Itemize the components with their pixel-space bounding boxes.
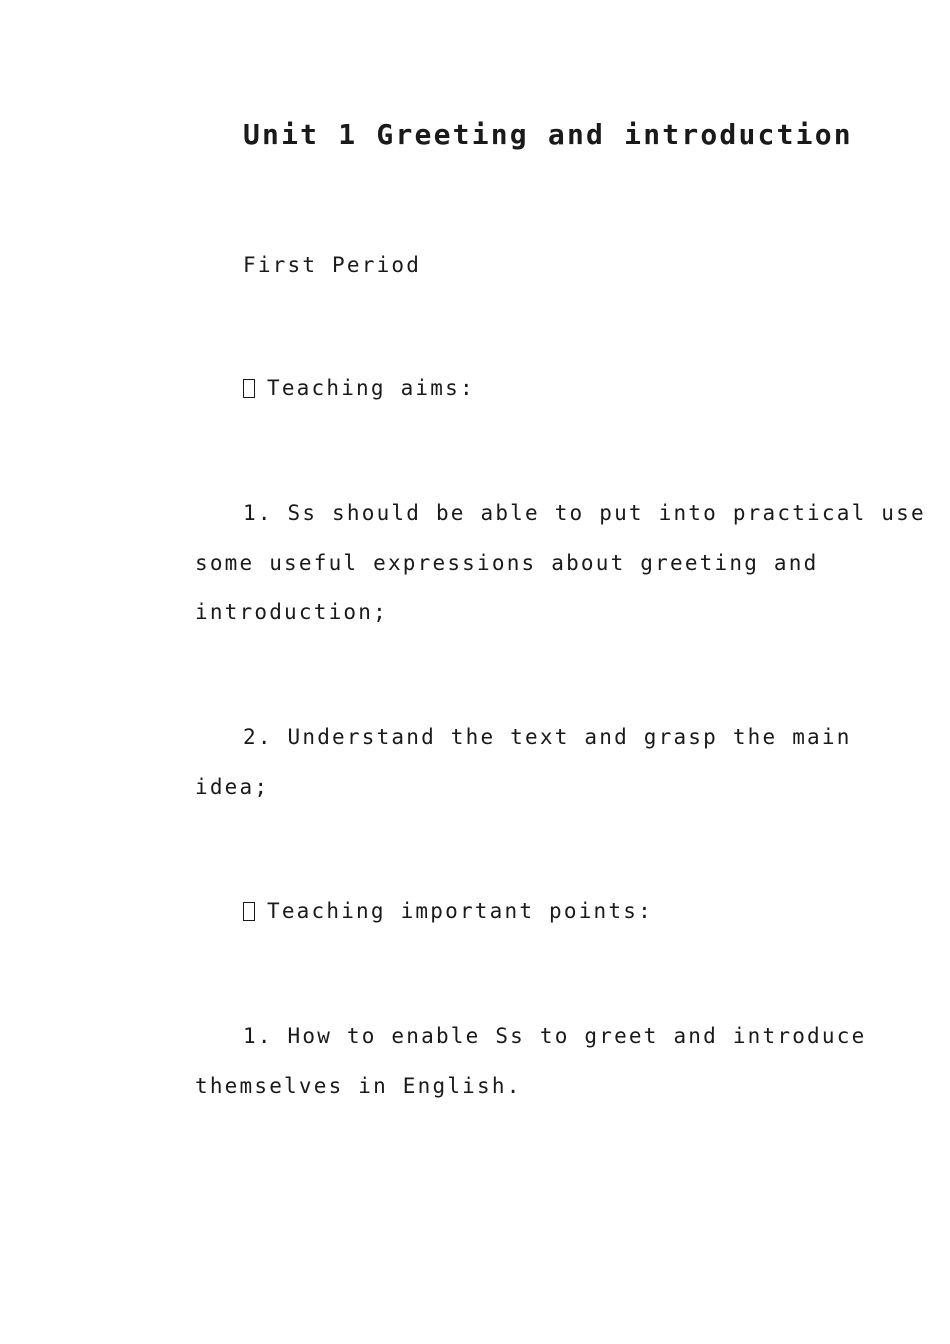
aim-item-1-line-2: some useful expressions about greeting and [195, 551, 819, 575]
period-label: First Period [243, 253, 422, 277]
missing-glyph-box-icon [243, 902, 255, 921]
document-title: Unit 1 Greeting and introduction [243, 118, 853, 151]
missing-glyph-box-icon [243, 379, 255, 398]
aim-item-2-line-1: 2. Understand the text and grasp the main [243, 725, 852, 749]
section-heading-text: Teaching aims: [267, 376, 475, 400]
section-heading-teaching-aims [243, 378, 475, 399]
point-item-1-line-2: themselves in English. [195, 1074, 522, 1098]
section-heading-teaching-important-points [243, 901, 653, 922]
aim-item-1-line-3: introduction; [195, 600, 388, 624]
aim-item-2-line-2: idea; [195, 775, 270, 799]
aim-item-1-line-1: 1. Ss should be able to put into practical use [243, 501, 926, 525]
section-heading-text: Teaching important points: [267, 899, 653, 923]
point-item-1-line-1: 1. How to enable Ss to greet and introduce [243, 1024, 867, 1048]
